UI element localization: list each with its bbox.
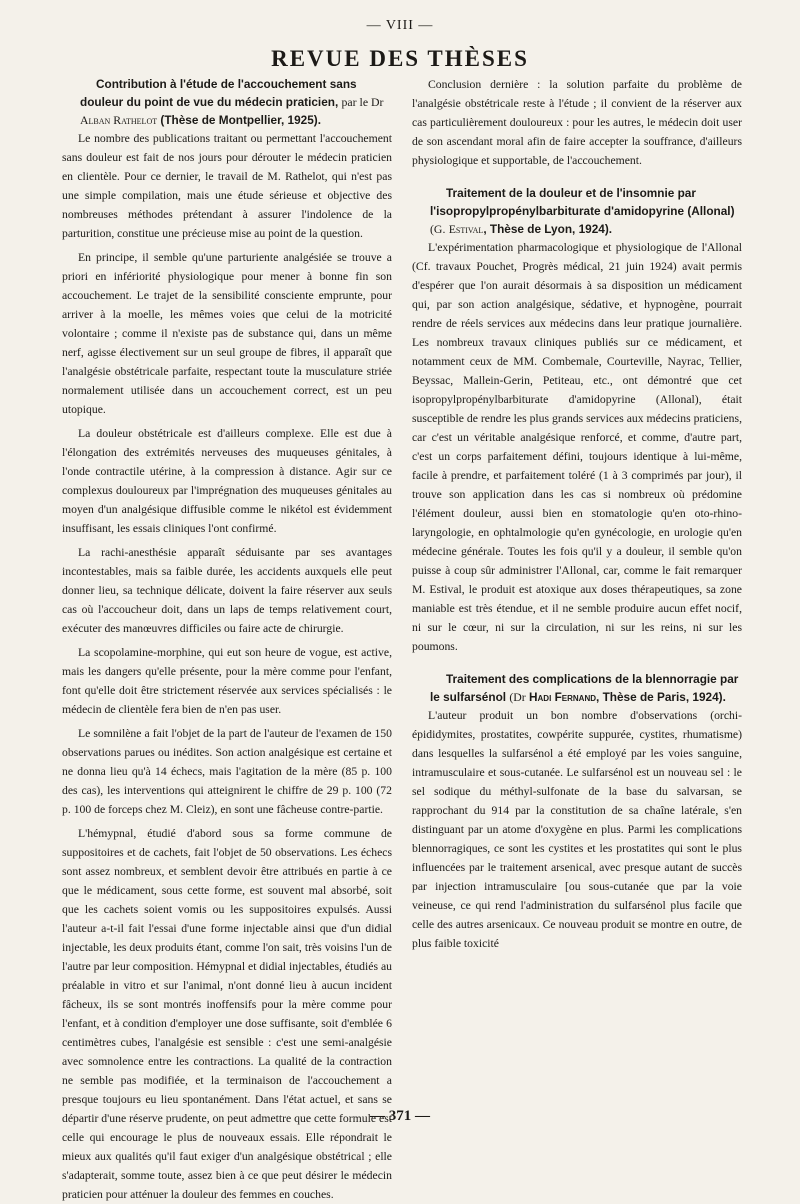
article-title [62,75,392,129]
article-title-text: Contribution à l'étude de l'accouchement sans douleur du point de vue du médecin praticien, [80,77,357,109]
article-paragraph: L'auteur produit un bon nombre d'observations (orchi-épididymites, prostatites, cowpérite suppurée, cystites, rhumatisme) dans lesquelles la sulfarsénol a été employé par les voies sanguine, intramusculaire et sous-cutanée. Le sulfarsénol est un nouveau sel : le sel sodique du méthyl-sulfonate de la base du salvarsan, se rapprochant du 914 par la constitution de sa chaîne latérale, s'en distinguant par un atome d'oxygène en plus. Parmi les complications blennorragiques, ce sont les cystites et les prostatites qui sont le plus influencées par le traitement arsenical, avec presque autant de succès par injection intramusculaire [ou sous-cutanée que par la voie veineuse, ce qui rend l'administration du sulfarsénol plus facile que celle des autres arsenicaux. Ce nouveau produit se montre en outre, de plus faible toxicité [412,709,742,950]
footer-page-number: — 371 — [370,1108,430,1124]
article-title-text: Traitement des complications de la blennorragie par le sulfarsénol [430,672,739,704]
article-paragraph: La scopolamine-morphine, qui eut son heure de vogue, est active, mais les dangers qu'elle présente, pour la mère comme pour l'enfant, font qu'elle doit être strictement réservée aux services spécialisés : le médecin de clientèle fera bien de n'en pas user. [62,646,392,716]
article-source: , Thèse de Paris, 1924). [596,690,726,704]
article-author-prefix: (G. [430,222,446,236]
section-title: REVUE DES THÈSES [271,46,529,71]
article-paragraph: En principe, il semble qu'une parturiente analgésiée se trouve a priori en infériorité physiologique pour mener à bonne fin son accouchement. Le trajet de la sensibilité consciente emprunte, pour arriver à la moelle, les mêmes voies que celui de la motricité volontaire ; comme il n'existe pas de substance qui, dans un même nerf, agisse électivement sur un seul groupe de fibres, il apparaît que l'analgésie obstétricale parfaite, respectant toute la musculature striée normalement utilisée dans un accouchement correct, est un peu utopique. [62,251,392,416]
article-source: (Thèse de Montpellier, 1925). [160,113,322,127]
page-number: — VIII — [366,18,434,33]
article-paragraph: La rachi-anesthésie apparaît séduisante par ses avantages incontestables, mais sa faible durée, les accidents auxquels elle peut donner lieu, sa technique délicate, doivent la faire réserver aux seuls cas où l'accoucheur doit, dans un laps de temps relativement court, exécuter des manœuvres difficiles ou faire acte de chirurgie. [62,546,392,635]
article-paragraph: La douleur obstétricale est d'ailleurs complexe. Elle est due à l'élongation des extrémités nerveuses des muqueuses génitales, à l'onde contractile utérine, à la compression à distance. Agir sur ce complexus douloureux par l'imprégnation des muqueuses génitales au moyen d'un analgésique diffusible comme le nikétol est évidemment insuffisant, les essais cliniques l'ont confirmé. [62,427,392,535]
article-source: , Thèse de Lyon, 1924). [483,222,613,236]
article-title [412,670,742,706]
article-paragraph: Le nombre des publications traitant ou permettant l'accouchement sans douleur est fait de nos jours pour dérouter le médecin praticien en clientèle. Pour ce dernier, le travail de M. Rathelot, qui n'est pas une simple compilation, mais une étude sérieuse et objective des nombreuses méthodes prétendant à assurer l'indolence de la parturition, constitue une précieuse mise au point de la question. [62,132,392,240]
article-paragraph: Conclusion dernière : la solution parfaite du problème de l'analgésie obstétricale reste à l'étude ; il convient de la réserver aux cas particulièrement douloureux : pour les autres, le médecin doit user de son ascendant moral afin de faire accepter la souffrance, d'ailleurs physiologique et supportable, de l'accouchement. [412,78,742,167]
article-paragraph: L'expérimentation pharmacologique et physiologique de l'Allonal (Cf. travaux Pouchet, Progrès médical, 21 juin 1924) avait permis d'espérer que l'on aurait désormais à sa disposition un médicament qui, par son action analgésique, sédative, et hypnogène, pourrait rendre de réels services aux médecins dans leur pratique journalière. Les nombreux travaux cliniques publiés sur ce médicament, et notamment ceux de MM. Combemale, Courteville, Nayrac, Tellier, Beyssac, Mallein-Gerin, Petiteau, etc., ont démontré que cet isopropylpropénylbarbiturate d'amidopyrine (Allonal), était susceptible de rendre les plus grands services aux médecins praticiens, car c'est un véritable analgésique renforcé, et comme, d'autre part, c'est un corps parfaitement défini, toujours identique à lui-même, facile à prendre, et parfaitement toléré (1 à 3 comprimés par jour), il trouve son application dans les cas si nombreux où prédomine l'élément douleur, aussi bien en stomatologie qu'en oto-rhino-laryngologie, en ophtalmologie qu'en gynécologie, en urologie qu'en médecine générale. Toutes les fois qu'il y a douleur, il semble qu'on puisse à coup sûr administrer l'Allonal, car, comme le fait remarquer M. Estival, le produit est atoxique aux doses thérapeutiques, sa zone maniable est très étendue, et il ne semble produire aucun effet nocif, ni sur le cœur, ni sur la circulation, ni sur les reins, ni sur les poumons. [412,241,742,653]
right-column [412,75,742,1085]
article-paragraph: L'hémypnal, étudié d'abord sous sa forme commune de suppositoires et de cachets, fait l'objet de 50 observations. Les échecs sont assez nombreux, et semblent devoir être attribués en partie à ce que le médicament, sous cette forme, est souvent mal absorbé, soit que les cachets soient vomis ou les suppositoires expulsés. Aussi l'auteur a-t-il fait l'essai d'une forme injectable ainsi que d'un didial injectable, les deux produits étant, comme l'on sait, très voisins l'un de l'autre par leur composition. Hémypnal et didial injectables, étudiés au préalable in vitro et sur l'animal, n'ont donné lieu à aucun incident fâcheux, ils se sont montrés inoffensifs pour la mère comme pour l'enfant, et à condition d'employer une dose suffisante, soit d'emblée 6 centimètres cubes, l'analgésie est sensible : c'est une semi-analgésie avec somnolence entre les contractions. La qualité de la contraction ne semble pas modifiée, et la terminaison de l'accouchement a presque toujours eu lieu spontanément. Dans l'état actuel, et sans se départir d'une réserve prudente, on peut admettre que cette formule est celle qui encourage le plus de nouveaux essais. Elle répondrait le mieux aux qualités qu'il faut exiger d'un analgésique obstétrical ; elle s'adapterait, somme toute, assez bien à ce que peut désirer le médecin praticien pour atténuer la douleur des femmes en couches. [62,827,392,1201]
article-title-text: Traitement de la douleur et de l'insomnie par l'isopropylpropénylbarbiturate d'amidopyrine (Allonal) [430,186,735,218]
article-title [412,184,742,238]
article-author: Alban Rathelot [80,113,158,127]
article-title-by: par le Dr [341,95,384,109]
left-column [62,75,392,1201]
article-author-prefix: (Dr [509,690,526,704]
article-author: Hadi Fernand [529,690,597,704]
article-author: Estival [448,222,484,236]
article-paragraph: Le somnilène a fait l'objet de la part de l'auteur de l'examen de 150 observations parues ou inédites. Son action analgésique est certaine et ne donna lieu qu'à 14 échecs, mais l'agitation de la mère (85 p. 100 des cas), les interventions qui atteignirent le chiffre de 29 p. 100 (72 p. 100 de forceps chez M. Cleiz), en sont une fâcheuse contre-partie. [62,727,392,816]
